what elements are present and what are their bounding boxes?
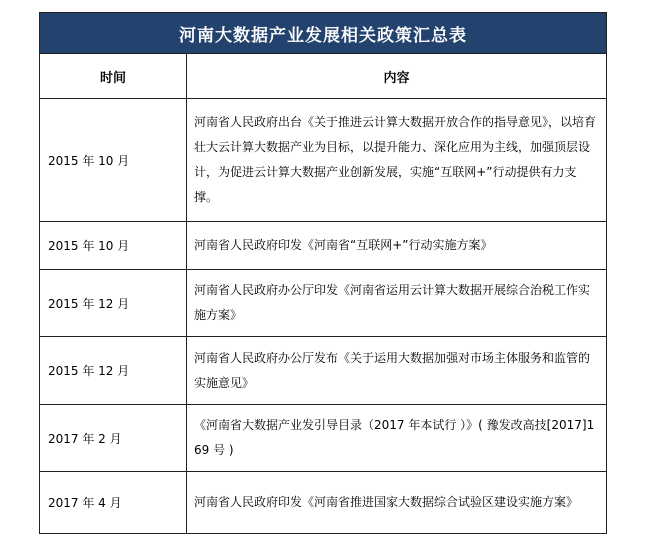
row-content: 河南省人民政府办公厅发布《关于运用大数据加强对市场主体服务和监管的实施意见》 [187,337,607,405]
policy-table [39,12,607,534]
table-row [40,337,607,405]
table-row [40,99,607,222]
table-title: 河南大数据产业发展相关政策汇总表 [40,13,607,54]
table-row [40,472,607,534]
row-time: 2017 年 4 月 [40,472,187,534]
table-row [40,405,607,472]
row-time: 2015 年 12 月 [40,337,187,405]
row-content: 《河南省大数据产业发引导目录（2017 年本试行 ）》( 豫发改高技[2017]169 号 ) [187,405,607,472]
header-content: 内容 [187,54,607,99]
row-time: 2015 年 12 月 [40,270,187,337]
header-time: 时间 [40,54,187,99]
row-time: 2015 年 10 月 [40,99,187,222]
table-row [40,270,607,337]
row-time: 2017 年 2 月 [40,405,187,472]
table-row [40,222,607,270]
row-content: 河南省人民政府出台《关于推进云计算大数据开放合作的指导意见》，以培育壮大云计算大数据产业为目标，以提升能力、深化应用为主线，加强顶层设计，为促进云计算大数据产业创新发展，实施“互联网+”行动提供有力支撑。 [187,99,607,222]
title-row [40,13,607,54]
row-content: 河南省人民政府印发《河南省“互联网+”行动实施方案》 [187,222,607,270]
header-row [40,54,607,99]
row-content: 河南省人民政府办公厅印发《河南省运用云计算大数据开展综合治税工作实施方案》 [187,270,607,337]
row-content: 河南省人民政府印发《河南省推进国家大数据综合试验区建设实施方案》 [187,472,607,534]
row-time: 2015 年 10 月 [40,222,187,270]
